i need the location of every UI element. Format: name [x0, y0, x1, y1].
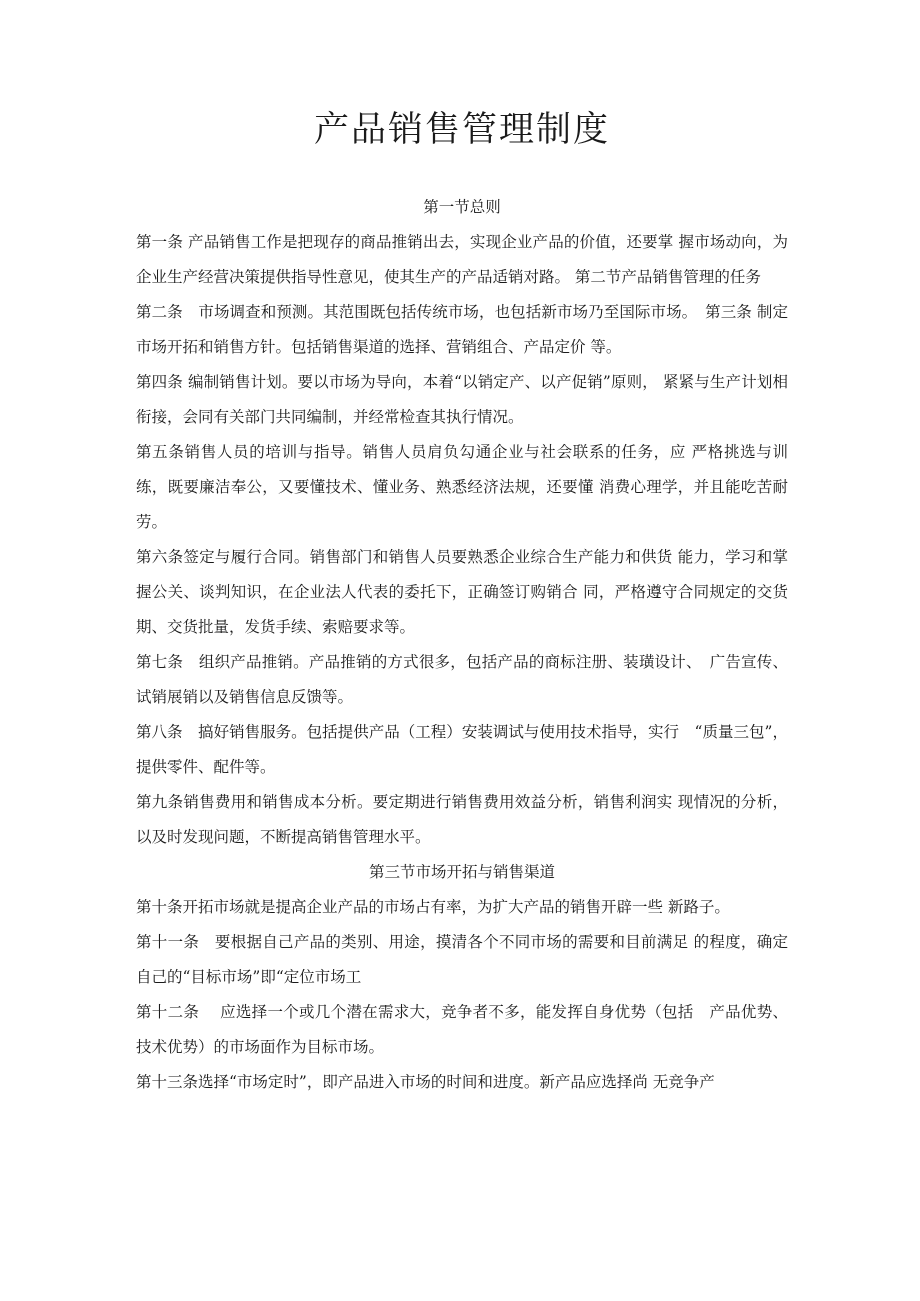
article-11: 第十一条 要根据自己产品的类别、用途，摸清各个不同市场的需要和目前满足 的程度，确定自己的“目标市场”即“定位市场工 — [136, 933, 788, 986]
article-8: 第八条 搞好销售服务。包括提供产品（工程）安装调试与使用技术指导，实行 “质量三包”，提供零件、配件等。 — [136, 723, 788, 776]
article-13: 第十三条选择“市场定时”，即产品进入市场的时间和进度。新产品应选择尚 无竞争产 — [136, 1073, 715, 1091]
article-7: 第七条 组织产品推销。产品推销的方式很多，包括产品的商标注册、装璜设计、 广告宣传、试销展销以及销售信息反馈等。 — [136, 653, 788, 706]
section-market-development — [136, 855, 788, 1100]
section-heading: 第一节总则 — [423, 198, 501, 216]
article-10: 第十条开拓市场就是提高企业产品的市场占有率，为扩大产品的销售开辟一些 新路子。 — [136, 898, 730, 916]
section-general — [136, 190, 788, 855]
article-4: 第四条 编制销售计划。要以市场为导向，本着“以销定产、以产促销”原则， 紧紧与生产计划相衔接，会同有关部门共同编制，并经常检查其执行情况。 — [136, 373, 788, 426]
article-6: 第六条签定与履行合同。销售部门和销售人员要熟悉企业综合生产能力和供货 能力，学习和掌握公关、谈判知识，在企业法人代表的委托下，正确签订购销合 同，严格遵守合同规定的交货期、交货批量，发货手续、索赔要求等。 — [136, 548, 788, 636]
article-2-3: 第二条 市场调查和预测。其范围既包括传统市场，也包括新市场乃至国际市场。 第三条 制定市场开拓和销售方针。包括销售渠道的选择、营销组合、产品定价 等。 — [136, 303, 788, 356]
article-5: 第五条销售人员的培训与指导。销售人员肩负勾通企业与社会联系的任务，应 严格挑选与训练，既要廉洁奉公，又要懂技术、懂业务、熟悉经济法规，还要懂 消费心理学，并且能吃苦耐劳。 — [136, 443, 788, 531]
article-1: 第一条 产品销售工作是把现存的商品推销出去，实现企业产品的价值，还要掌 握市场动向，为企业生产经营决策提供指导性意见，使其生产的产品适销对路。 第二节产品销售管理的任务 — [136, 233, 788, 286]
article-9: 第九条销售费用和销售成本分析。要定期进行销售费用效益分析，销售利润实 现情况的分析，以及时发现问题，不断提高销售管理水平。 — [136, 793, 788, 846]
article-12: 第十二条 应选择一个或几个潜在需求大，竞争者不多，能发挥自身优势（包括 产品优势、技术优势）的市场面作为目标市场。 — [136, 1003, 788, 1056]
section-heading: 第三节市场开拓与销售渠道 — [368, 863, 555, 881]
document-title: 产品销售管理制度 — [313, 110, 610, 150]
